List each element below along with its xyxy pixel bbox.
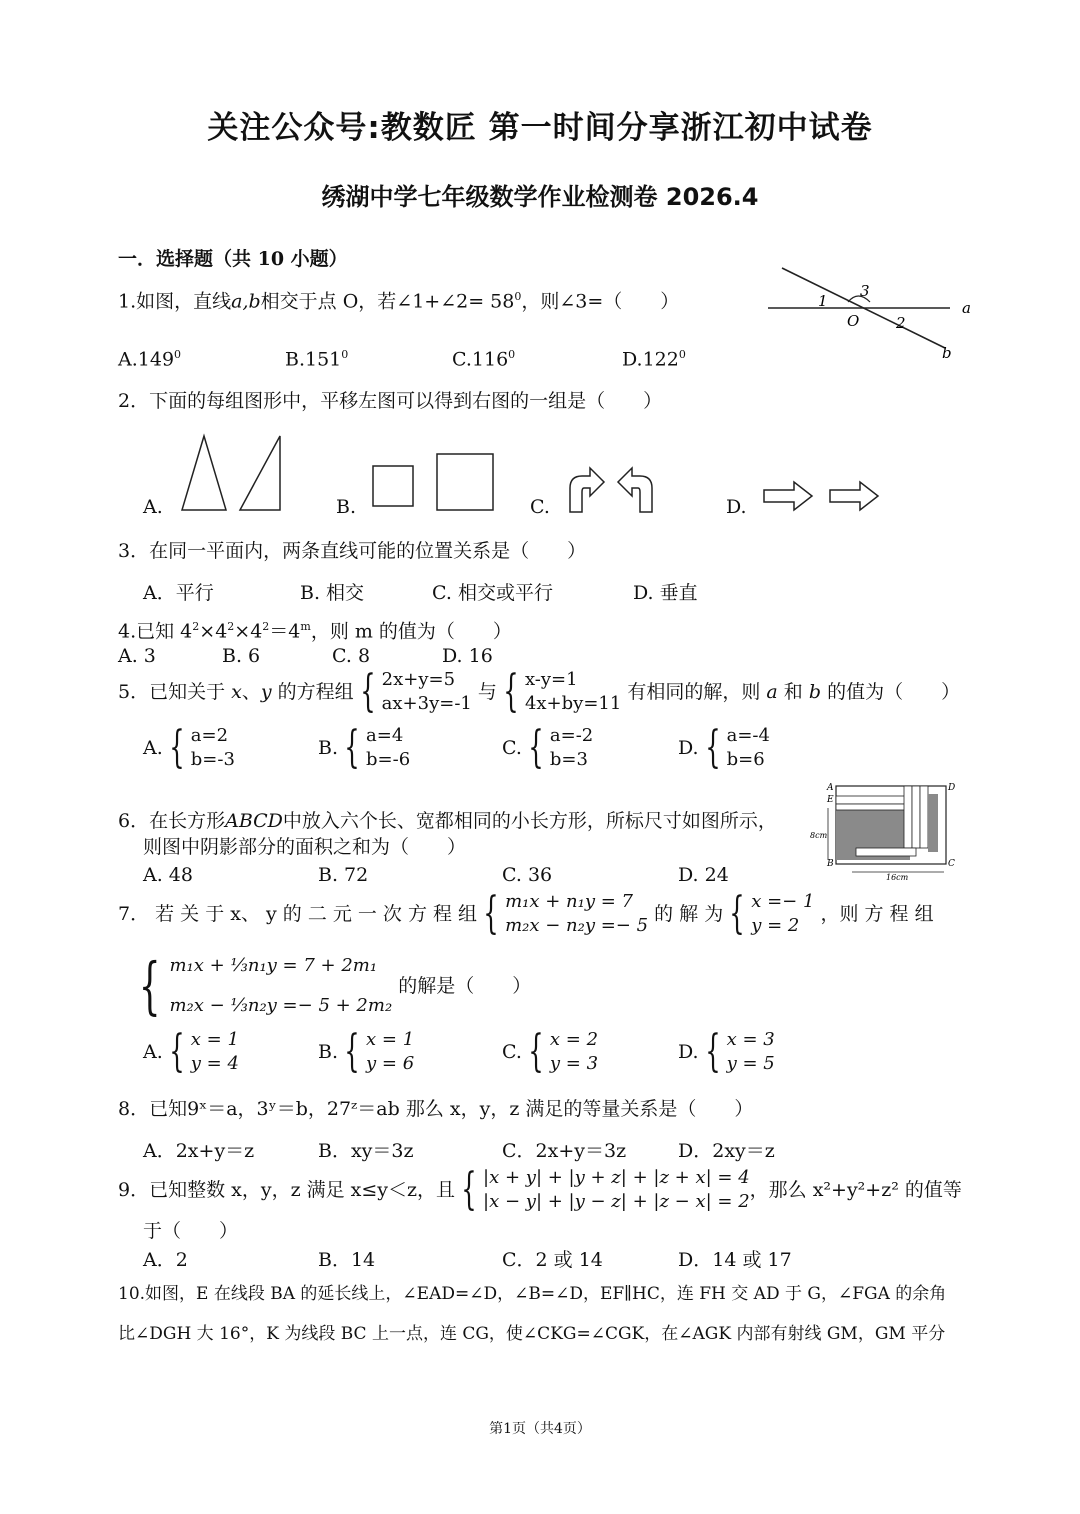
- question-7-stem-line-2: { m₁x + ⅓n₁y = 7 + 2m₁ m₂x − ⅓n₂y =− 5 + 2m₂ 的解是（ ）: [138, 949, 532, 1022]
- question-7-option-a: A. { x = 1 y = 4: [143, 1026, 239, 1077]
- question-6-figure: [806, 778, 966, 882]
- triangles-figure: [170, 430, 300, 515]
- question-4-option-c: C. 8: [332, 645, 371, 667]
- angle-3-label: 3: [860, 282, 870, 300]
- question-8-option-a: A．2x+y＝z: [143, 1140, 255, 1162]
- question-9-option-b: B．14: [318, 1249, 376, 1271]
- question-8-option-c: C．2x+y＝3z: [502, 1140, 627, 1162]
- system-2: x-y=1 4x+by=11: [524, 669, 622, 714]
- question-8-stem: 8．已知9ˣ＝a，3ʸ＝b，27ᶻ＝ab 那么 x，y，z 满足的等量关系是（ ）: [118, 1098, 754, 1120]
- angle-1-label: 1: [818, 292, 828, 310]
- question-3-stem: 3．在同一平面内，两条直线可能的位置关系是（ ）: [118, 540, 587, 562]
- question-3-option-b: B. 相交: [300, 582, 365, 604]
- question-10-line-1: 10.如图，E 在线段 BA 的延长线上，∠EAD=∠D，∠B=∠D，EF∥HC，连 FH 交 AD 于 G，∠FGA 的余角: [118, 1284, 947, 1304]
- question-4-option-a: A. 3: [118, 645, 156, 667]
- question-6-option-a: A. 48: [143, 864, 193, 886]
- question-4-stem: 4.已知 $4^2\times 4^2\times 4^2=4^m$，则 m 的值为（ ）: [118, 620, 512, 643]
- point-o-label: O: [847, 312, 860, 330]
- question-6-stem-line-2: 则图中阴影部分的面积之和为（ ）: [143, 836, 467, 858]
- svg-text:B: B: [827, 859, 834, 869]
- exam-title: 绣湖中学七年级数学作业检测卷 2026.4: [321, 183, 759, 211]
- right-arrows-figure: [760, 478, 890, 518]
- question-1-stem: 1.如图，直线a,b相交于点 O，若∠1+∠2= $58^0$，则∠3=（ ）: [118, 290, 680, 313]
- question-5-option-a: A. { a=2 b=-3: [143, 722, 235, 773]
- svg-text:D: D: [948, 783, 956, 793]
- squares-figure: [365, 448, 505, 518]
- question-5-stem: 5．已知关于 x、y 的方程组 { 2x+y=5 ax+3y=-1 与 { x-y=1 4x+by=11 有相同的解，则 a 和 b 的值为（ ）: [118, 666, 961, 717]
- question-2-option-a: A.: [143, 496, 163, 518]
- question-7-option-c: C. { x = 2 y = 3: [502, 1026, 599, 1077]
- question-1-option-d: D.122$^0$: [622, 348, 686, 371]
- question-6-option-b: B. 72: [318, 864, 369, 886]
- question-9-option-d: D．14 或 17: [678, 1249, 792, 1271]
- question-7-stem-line-1: 7． 若 关 于 x、 y 的 二 元 一 次 方 程 组 { m₁x + n₁y = 7 m₂x − n₂y =− 5 的 解 为 { x =− 1 y = 2 ，则 方 程 组: [118, 888, 934, 939]
- svg-text:E: E: [827, 795, 834, 805]
- question-3-option-d: D. 垂直: [633, 582, 698, 604]
- question-2-option-b: B.: [336, 496, 357, 518]
- page-header-title: 关注公众号:教数匠 第一时间分享浙江初中试卷: [207, 110, 873, 146]
- question-3-option-a: A．平行: [143, 582, 214, 604]
- question-9-option-a: A．2: [143, 1249, 188, 1271]
- question-5-option-c: C. { a=-2 b=3: [502, 722, 594, 773]
- system-1: 2x+y=5 ax+3y=-1: [381, 669, 472, 714]
- question-3-option-c: C. 相交或平行: [432, 582, 553, 604]
- question-6-option-d: D. 24: [678, 864, 729, 886]
- turn-arrows-figure: [560, 460, 670, 520]
- question-1-option-c: C.116$^0$: [452, 348, 516, 371]
- question-5-option-b: B. { a=4 b=-6: [318, 722, 411, 773]
- question-1-option-a: A.149$^0$: [118, 348, 182, 371]
- question-1-figure: [760, 258, 980, 368]
- question-10-line-2: 比∠DGH 大 16°，K 为线段 BC 上一点，连 CG，使∠CKG=∠CGK，在∠AGK 内部有射线 GM，GM 平分: [118, 1324, 946, 1344]
- svg-text:C: C: [948, 859, 955, 869]
- question-9-option-c: C．2 或 14: [502, 1249, 603, 1271]
- question-4-option-d: D. 16: [442, 645, 493, 667]
- question-6-stem-line-1: 6．在长方形ABCD中放入六个长、宽都相同的小长方形，所标尺寸如图所示，: [118, 810, 777, 832]
- question-4-option-b: B. 6: [222, 645, 261, 667]
- svg-text:8cm: 8cm: [810, 831, 828, 840]
- question-8-option-d: D．2xy＝z: [678, 1140, 775, 1162]
- line-b-label: b: [942, 344, 952, 362]
- page-footer: 第1页（共4页）: [489, 1421, 591, 1437]
- section-heading: 一．选择题（共 10 小题）: [118, 248, 348, 270]
- question-5-option-d: D. { a=-4 b=6: [678, 722, 770, 773]
- question-9-stem-line-2: 于（ ）: [143, 1220, 239, 1242]
- question-6-option-c: C. 36: [502, 864, 553, 886]
- angle-2-label: 2: [896, 314, 906, 332]
- question-1-option-b: B.151$^0$: [285, 348, 349, 371]
- question-2-stem: 2．下面的每组图形中，平移左图可以得到右图的一组是（ ）: [118, 390, 663, 412]
- question-2-option-c: C.: [530, 496, 550, 518]
- line-a-label: a: [962, 299, 971, 317]
- svg-text:16cm: 16cm: [886, 873, 909, 882]
- question-9-stem-line-1: 9．已知整数 x，y，z 满足 x≤y＜z，且 { |x + y| + |y + z| + |z + x| = 4 |x − y| + |y − z| + |z − x| = 2，那么 x²+y²+z² 的值等: [118, 1164, 962, 1215]
- question-7-option-b: B. { x = 1 y = 6: [318, 1026, 415, 1077]
- question-2-option-d: D.: [726, 496, 747, 518]
- svg-text:A: A: [827, 783, 834, 793]
- question-7-option-d: D. { x = 3 y = 5: [678, 1026, 775, 1077]
- question-8-option-b: B．xy＝3z: [318, 1140, 414, 1162]
